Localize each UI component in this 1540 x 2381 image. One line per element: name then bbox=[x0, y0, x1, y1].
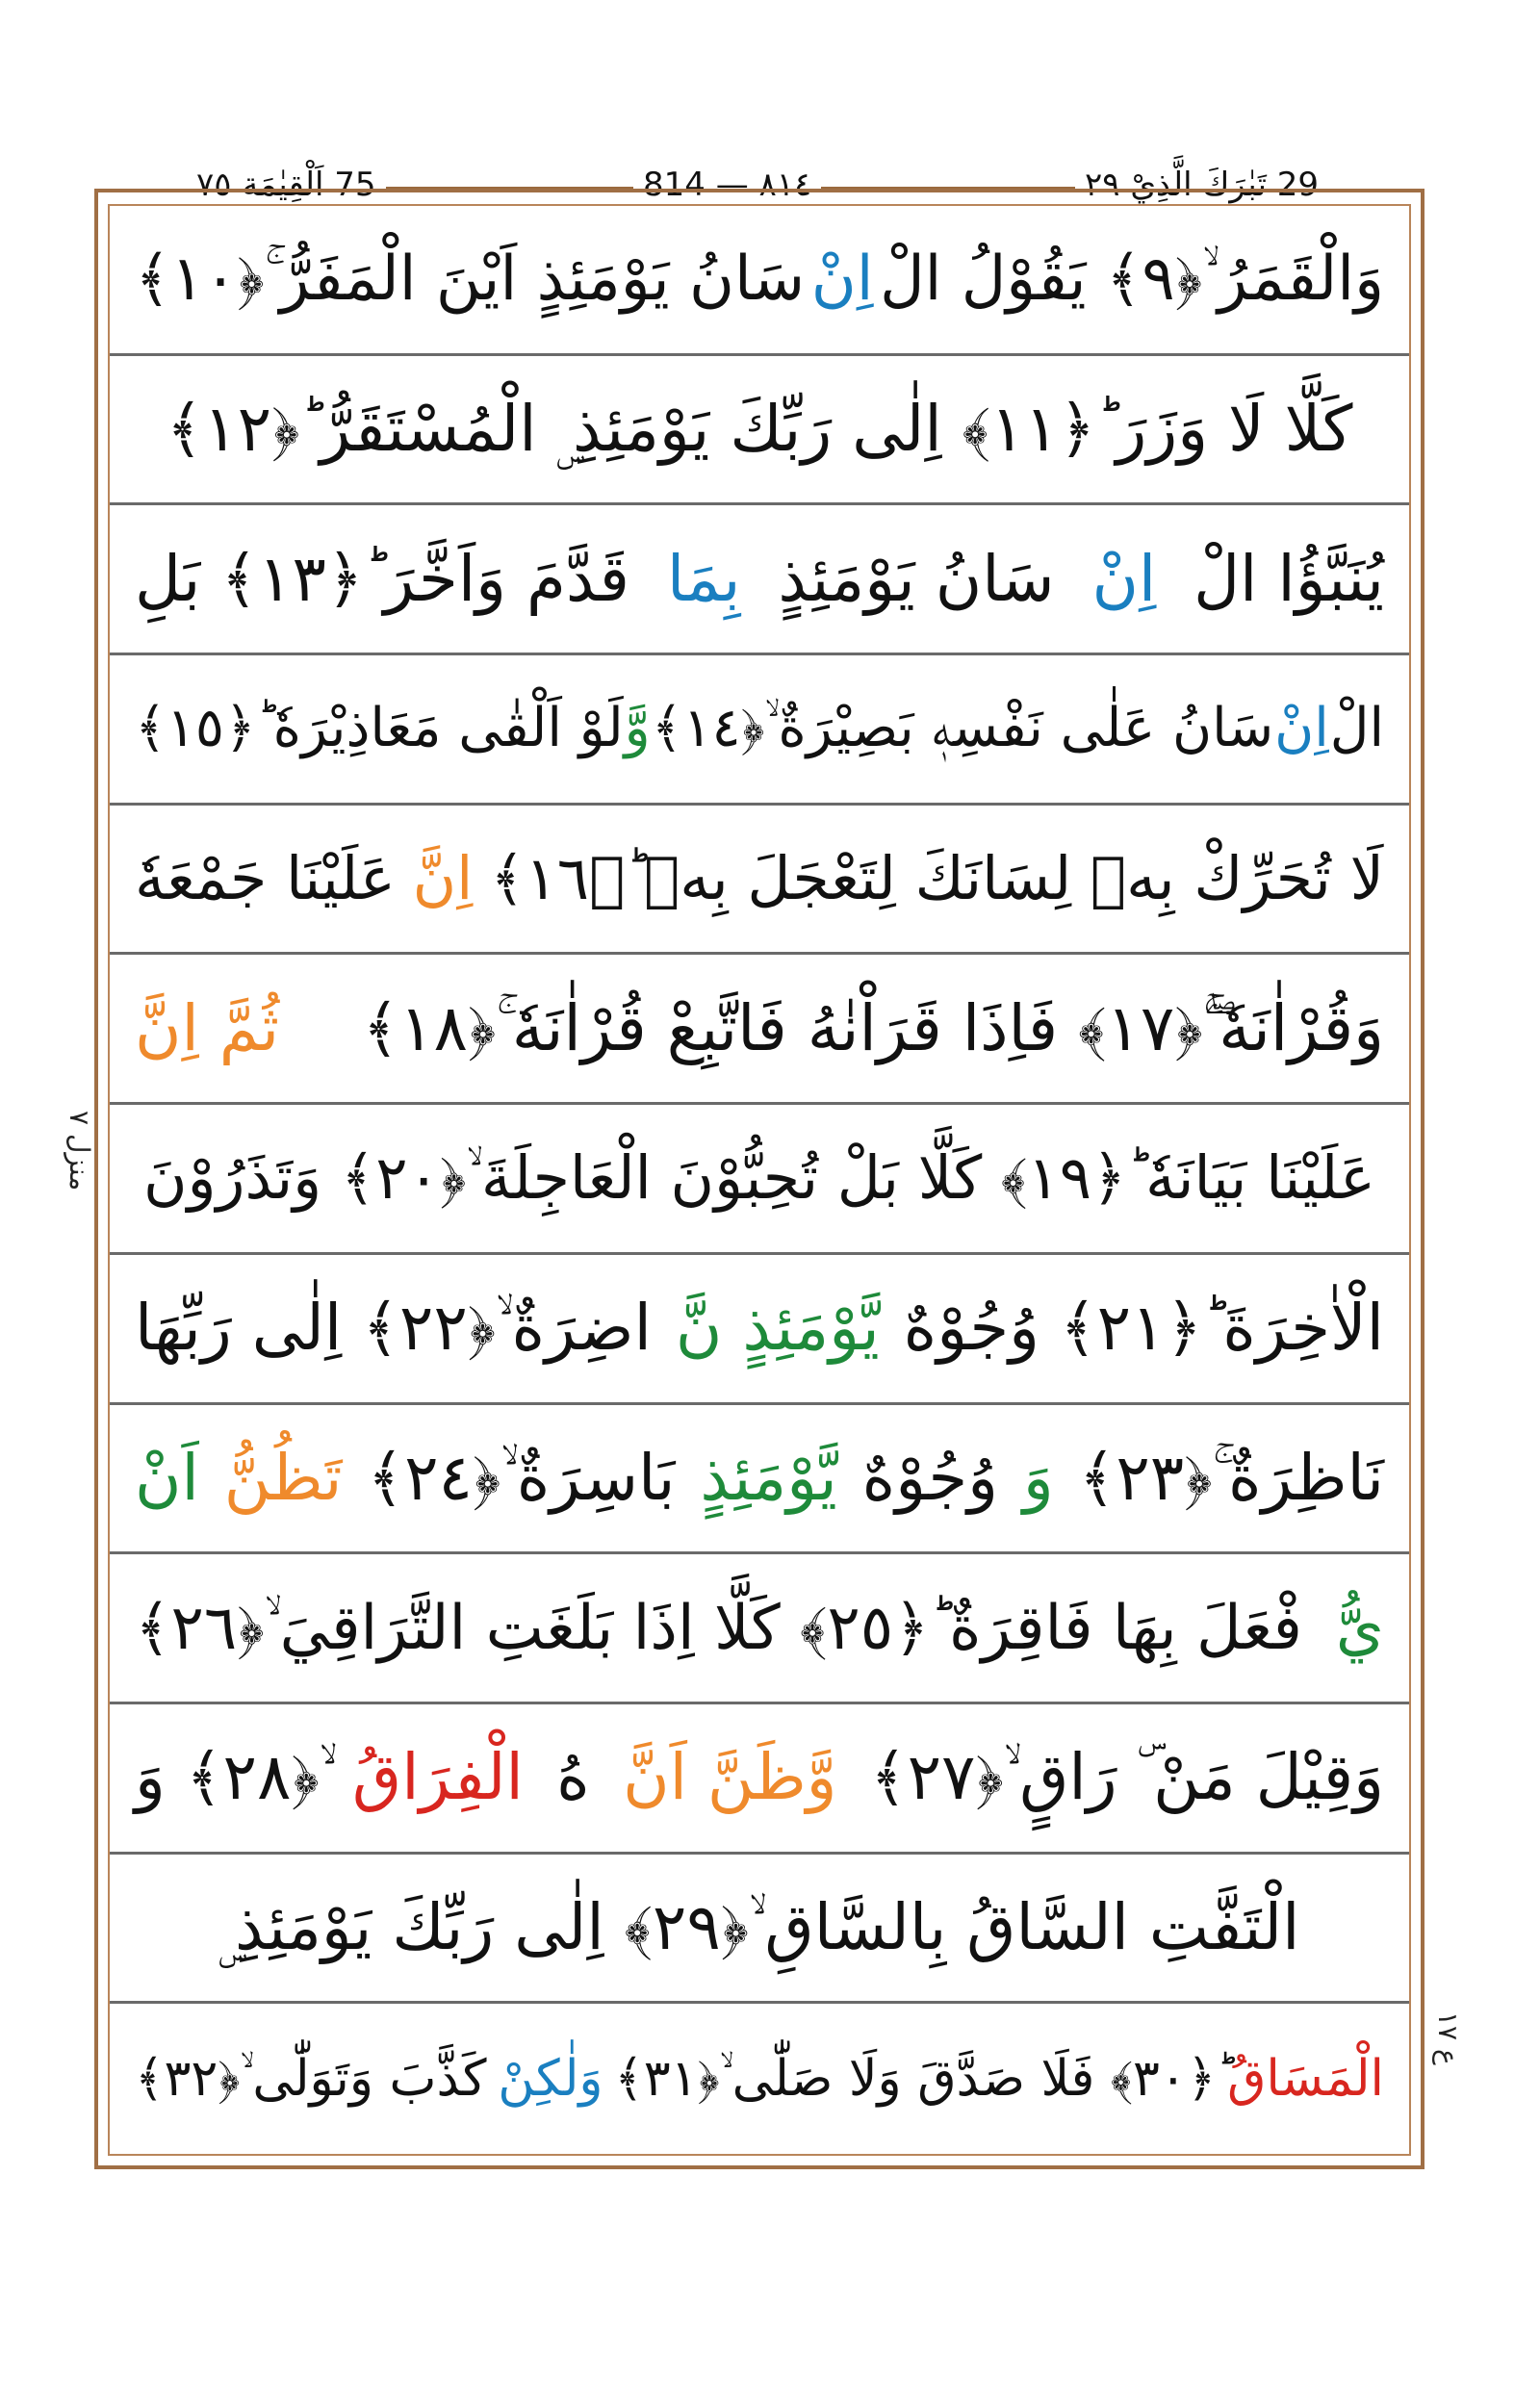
verse-text: وَقِيْلَ مَنْ ۜ رَاقٍ ۙ﴿٢٧﴾ bbox=[869, 1740, 1384, 1815]
verse-line bbox=[110, 1704, 1409, 1855]
verse-text: عَلَيْنَا جَمْعَهٗ bbox=[135, 843, 396, 914]
verse-line bbox=[110, 356, 1409, 506]
verse-text: وَالْقَمَرُ ۙ﴿٩﴾ يَقُوْلُ الْ bbox=[880, 243, 1384, 316]
verse-text: فْعَلَ بِهَا فَاقِرَةٌ ؕ﴿٢٥﴾ كَلَّا اِذَا بَلَغَتِ التَّرَاقِيَ ۙ﴿٢٦﴾ bbox=[135, 1592, 1302, 1664]
verse-text: اِنْ bbox=[1091, 541, 1157, 616]
verse-text: يَّوْمَئِذٍ نَّ bbox=[675, 1291, 880, 1366]
verse-text: يُنَبَّؤُا الْ bbox=[1194, 541, 1384, 616]
verse-text: الْمَسَاقُ bbox=[1227, 2050, 1384, 2109]
verse-text: اَنْ bbox=[135, 1440, 199, 1515]
verse-text: الْفِرَاقُ bbox=[352, 1740, 524, 1815]
verse-text: وَلٰكِنْ bbox=[498, 2050, 603, 2109]
verse-text: وَّ bbox=[624, 697, 651, 760]
verse-line bbox=[110, 1405, 1409, 1555]
ruku-marker: ع ١٧ bbox=[1432, 2011, 1464, 2065]
verse-text: ۙ﴿٢٨﴾ وَ bbox=[135, 1740, 320, 1815]
verse-text: اِنَّ bbox=[412, 843, 474, 914]
surah-name-header: 75 اَلْقِيٰمَة ٧٥ bbox=[187, 166, 386, 204]
verse-text: عَلَيْنَا بَيَانَهٗ ؕ﴿١٩﴾ كَلَّا بَلْ تُحِبُّوْنَ الْعَاجِلَةَ ۙ﴿٢٠﴾ وَتَذَرُوْنَ bbox=[143, 1142, 1375, 1214]
verse-text: اضِرَةٌ ۙ﴿٢٢﴾ اِلٰى رَبِّهَا bbox=[135, 1291, 652, 1366]
verse-text: اِنْ bbox=[1274, 697, 1329, 760]
verse-text: الْ bbox=[1329, 697, 1384, 760]
verse-line bbox=[110, 206, 1409, 356]
verse-line bbox=[110, 1855, 1409, 2005]
verse-lines bbox=[110, 206, 1409, 2154]
verse-text: الْتَفَّتِ السَّاقُ بِالسَّاقِ ۙ﴿٢٩﴾ اِلٰى رَبِّكَ يَوْمَئِذِ ۣ bbox=[218, 1889, 1300, 1964]
manzil-marker: منزل ٧ bbox=[64, 1111, 95, 1191]
verse-line bbox=[110, 806, 1409, 956]
verse-text: بَاسِرَةٌ ۙ﴿٢٤﴾ bbox=[367, 1440, 676, 1515]
verse-text: سَانُ عَلٰى نَفْسِهٖ بَصِيْرَةٌ ۙ﴿١٤﴾ bbox=[651, 697, 1274, 760]
verse-text: وَقُرْاٰنَهٗ ۚۖ﴿١٧﴾ فَاِذَا قَرَاْنٰهُ فَاتَّبِعْ قُرْاٰنَهٗ ۚ﴿١٨﴾ bbox=[362, 990, 1384, 1065]
verse-text: وُجُوْهٌ bbox=[861, 1440, 999, 1515]
verse-line bbox=[110, 955, 1409, 1105]
verse-text: يُّ bbox=[1335, 1592, 1384, 1664]
verse-text: ثُمَّ اِنَّ bbox=[135, 990, 280, 1065]
verse-text: اِنْ bbox=[810, 243, 874, 316]
verse-line bbox=[110, 655, 1409, 806]
verse-text: كَذَّبَ وَتَوَلّٰى ۙ﴿٣٢﴾ bbox=[135, 2050, 487, 2109]
verse-text: وَّظَنَّ اَنَّ bbox=[623, 1740, 837, 1815]
verse-text: وَ bbox=[1022, 1440, 1054, 1515]
verse-text: تَظُنُّ bbox=[223, 1440, 343, 1515]
verse-text: يَّوْمَئِذٍ bbox=[700, 1440, 837, 1515]
verse-line bbox=[110, 505, 1409, 655]
page-number: ٨١٤ — 814 bbox=[633, 166, 821, 204]
verse-text: قَدَّمَ وَاَخَّرَ ؕ﴿١٣﴾ بَلِ bbox=[135, 541, 630, 616]
verse-text: كَلَّا لَا وَزَرَ ؕ﴿١١﴾ اِلٰى رَبِّكَ يَوْمَئِذِ ۣ الْمُسْتَقَرُّ ؕ﴿١٢﴾ bbox=[166, 392, 1353, 467]
verse-text: نَاظِرَةٌ ۚ﴿٢٣﴾ bbox=[1078, 1440, 1384, 1515]
verse-line bbox=[110, 1554, 1409, 1704]
verse-text: ؕ﴿٣٠﴾ فَلَا صَدَّقَ وَلَا صَلّٰى ۙ﴿٣١﴾ bbox=[614, 2050, 1217, 2109]
verse-text: لَا تُحَرِّكْ بِهٖ لِسَانَكَ لِتَعْجَلَ بِهٖ ؕ﴿١٦﴾ bbox=[490, 843, 1384, 914]
verse-text: سَانُ يَوْمَئِذٍ bbox=[778, 541, 1055, 616]
verse-line bbox=[110, 1255, 1409, 1405]
verse-text: لَوْ اَلْقٰى مَعَاذِيْرَهٗ ؕ﴿١٥﴾ bbox=[135, 697, 624, 760]
verse-text: سَانُ يَوْمَئِذٍ اَيْنَ الْمَفَرُّ ۚ﴿١٠﴾ bbox=[135, 243, 806, 316]
verse-text: هُ bbox=[556, 1740, 590, 1815]
juz-name-header: 29 تَبٰرَكَ الَّذِيْ ٢٩ bbox=[1075, 166, 1328, 204]
verse-text: بِمَا bbox=[666, 541, 741, 616]
verse-line bbox=[110, 1105, 1409, 1255]
verse-text: الْاٰخِرَةَ ؕ﴿٢١﴾ وُجُوْهٌ bbox=[903, 1291, 1384, 1366]
verse-line bbox=[110, 2004, 1409, 2154]
